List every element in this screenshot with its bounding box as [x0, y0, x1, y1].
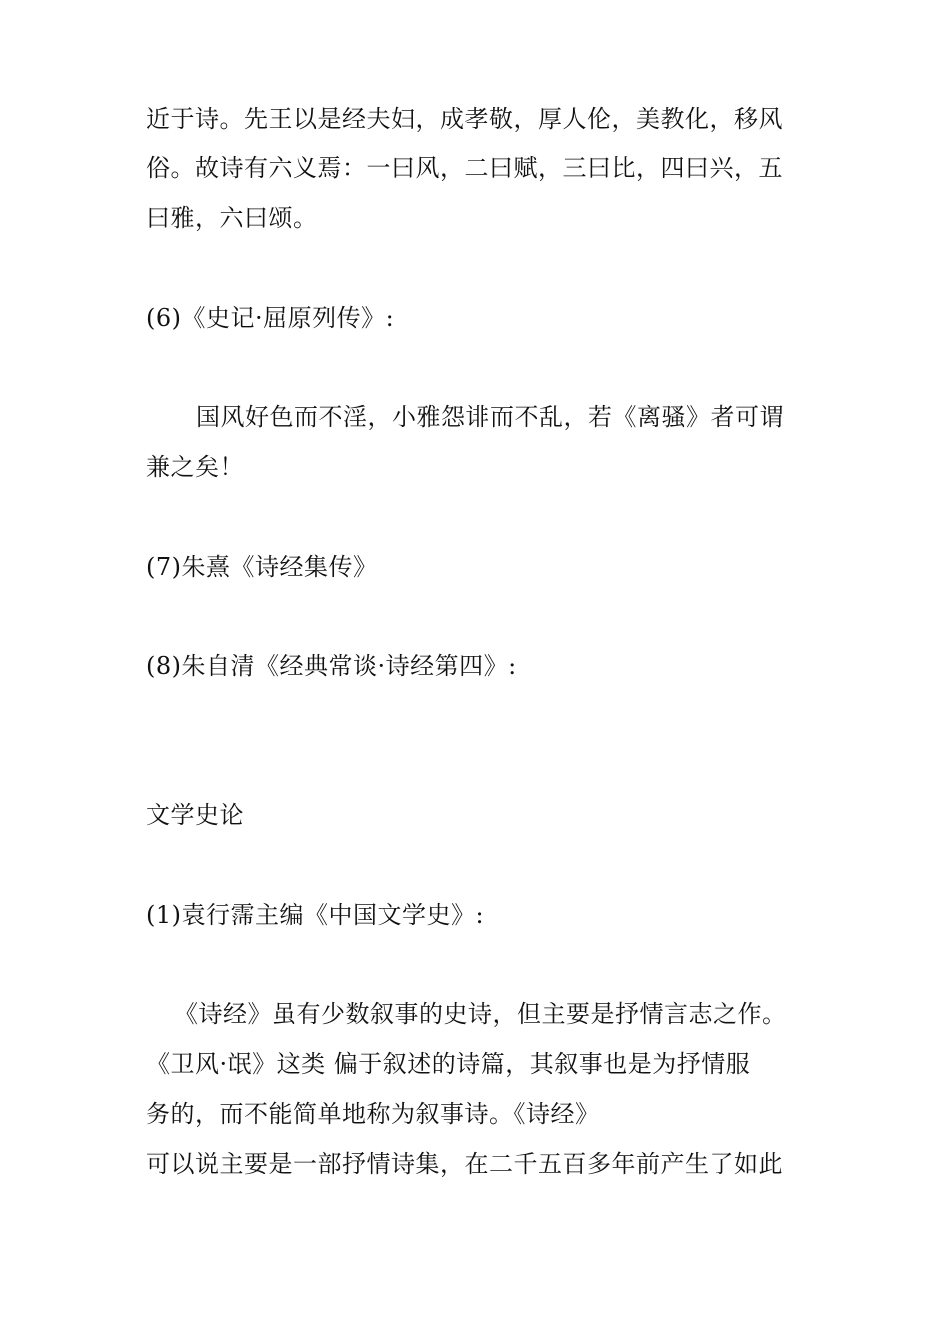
quote-line: 《卫风·氓》这类 偏于叙述的诗篇，其叙事也是为抒情服 [146, 1050, 751, 1078]
section-heading: (6)《史记·屈原列传》: [146, 304, 395, 332]
quote-line: 兼之矣！ [146, 453, 244, 481]
quote-line: 《诗经》虽有少数叙事的史诗，但主要是抒情言志之作。 [174, 1000, 787, 1028]
text-line: 俗。故诗有六义焉：一曰风，二曰赋，三曰比，四曰兴，五 [146, 154, 783, 182]
section-heading: (8)朱自清《经典常谈·诗经第四》: [146, 652, 517, 680]
section-heading: (7)朱熹《诗经集传》 [146, 553, 378, 581]
quote-line: 国风好色而不淫，小雅怨诽而不乱，若《离骚》者可谓 [196, 403, 784, 431]
chapter-title: 文学史论 [146, 801, 244, 829]
text-line: 近于诗。先王以是经夫妇，成孝敬，厚人伦，美教化，移风 [146, 105, 783, 133]
quote-line: 可以说主要是一部抒情诗集，在二千五百多年前产生了如此 [146, 1150, 783, 1178]
quote-line: 务的，而不能简单地称为叙事诗。《诗经》 [146, 1100, 600, 1128]
section-heading: (1)袁行霈主编《中国文学史》: [146, 901, 485, 929]
text-line: 曰雅，六曰颂。 [146, 204, 318, 232]
